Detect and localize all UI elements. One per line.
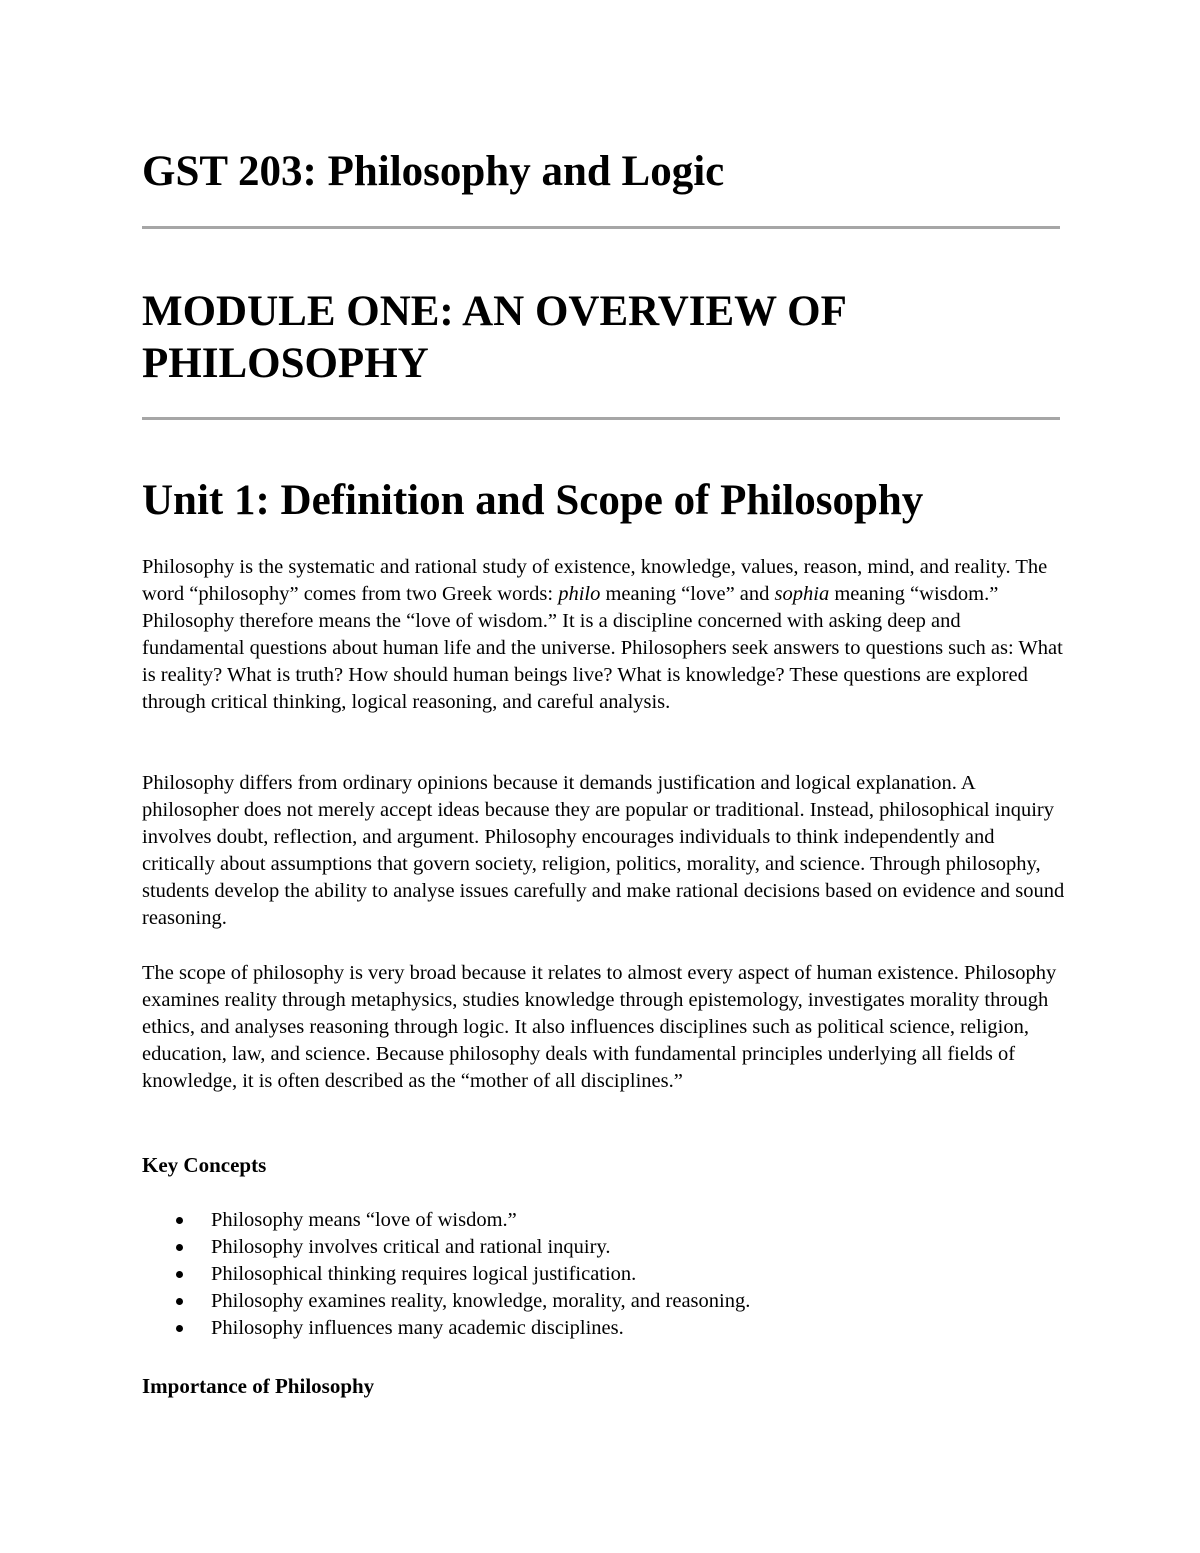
list-item — [142, 1261, 750, 1288]
paragraph-text: Philosophy is the systematic and rational study of existence, knowledge, values, reason, mind, and reality. The word “philosophy” comes from two Greek words: — [142, 556, 1048, 605]
bullet-icon — [176, 1271, 183, 1278]
list-item — [142, 1315, 750, 1342]
list-item-text: Philosophical thinking requires logical justification. — [211, 1263, 637, 1285]
bullet-icon — [176, 1298, 183, 1305]
bullet-icon — [176, 1244, 183, 1251]
greek-word-sophia: sophia — [774, 583, 830, 605]
paragraph-text: meaning “wisdom.” Philosophy therefore means the “love of wisdom.” It is a discipline concerned with asking deep and fundamental questions about human life and the universe. Philosophers seek answers to questions such as: What is reality? What is truth? How should human beings live? What is knowledge? These questions are explored through critical thinking, logical reasoning, and careful analysis. — [142, 583, 1063, 713]
paragraph-scope: The scope of philosophy is very broad because it relates to almost every aspect of human existence. Philosophy examines reality through metaphysics, studies knowledge through epistemology, investigates morality through ethics, and analyses reasoning through logic. It also influences disciplines such as political science, religion, education, law, and science. Because philosophy deals with fundamental principles underlying all fields of knowledge, it is often described as the “mother of all disciplines.” — [142, 962, 1057, 1092]
horizontal-rule — [142, 417, 1060, 420]
unit-title: Unit 1: Definition and Scope of Philosophy — [142, 477, 924, 524]
list-item — [142, 1234, 750, 1261]
paragraph-definition — [142, 554, 1067, 716]
bullet-icon — [176, 1325, 183, 1332]
greek-word-philo: philo — [558, 583, 601, 605]
list-item-text: Philosophy involves critical and rational inquiry. — [211, 1236, 611, 1258]
list-item — [142, 1288, 750, 1315]
document-title: GST 203: Philosophy and Logic — [142, 148, 725, 195]
key-concepts-list — [142, 1207, 750, 1342]
module-title: MODULE ONE: AN OVERVIEW OF PHILOSOPHY — [142, 288, 846, 387]
list-item-text: Philosophy means “love of wisdom.” — [211, 1209, 517, 1231]
horizontal-rule — [142, 226, 1060, 229]
paragraph-text: meaning “love” and — [600, 583, 775, 605]
bullet-icon — [176, 1217, 183, 1224]
importance-heading: Importance of Philosophy — [142, 1374, 375, 1398]
list-item-text: Philosophy influences many academic disciplines. — [211, 1317, 624, 1339]
list-item — [142, 1207, 750, 1234]
key-concepts-heading: Key Concepts — [142, 1153, 267, 1177]
paragraph-justification: Philosophy differs from ordinary opinions because it demands justification and logical explanation. A philosopher does not merely accept ideas because they are popular or traditional. Instead, philosophical inquiry involves doubt, reflection, and argument. Philosophy encourages individuals to think independently and critically about assumptions that govern society, religion, politics, morality, and science. Through philosophy, students develop the ability to analyse issues carefully and make rational decisions based on evidence and sound reasoning. — [142, 772, 1065, 929]
list-item-text: Philosophy examines reality, knowledge, morality, and reasoning. — [211, 1290, 751, 1312]
